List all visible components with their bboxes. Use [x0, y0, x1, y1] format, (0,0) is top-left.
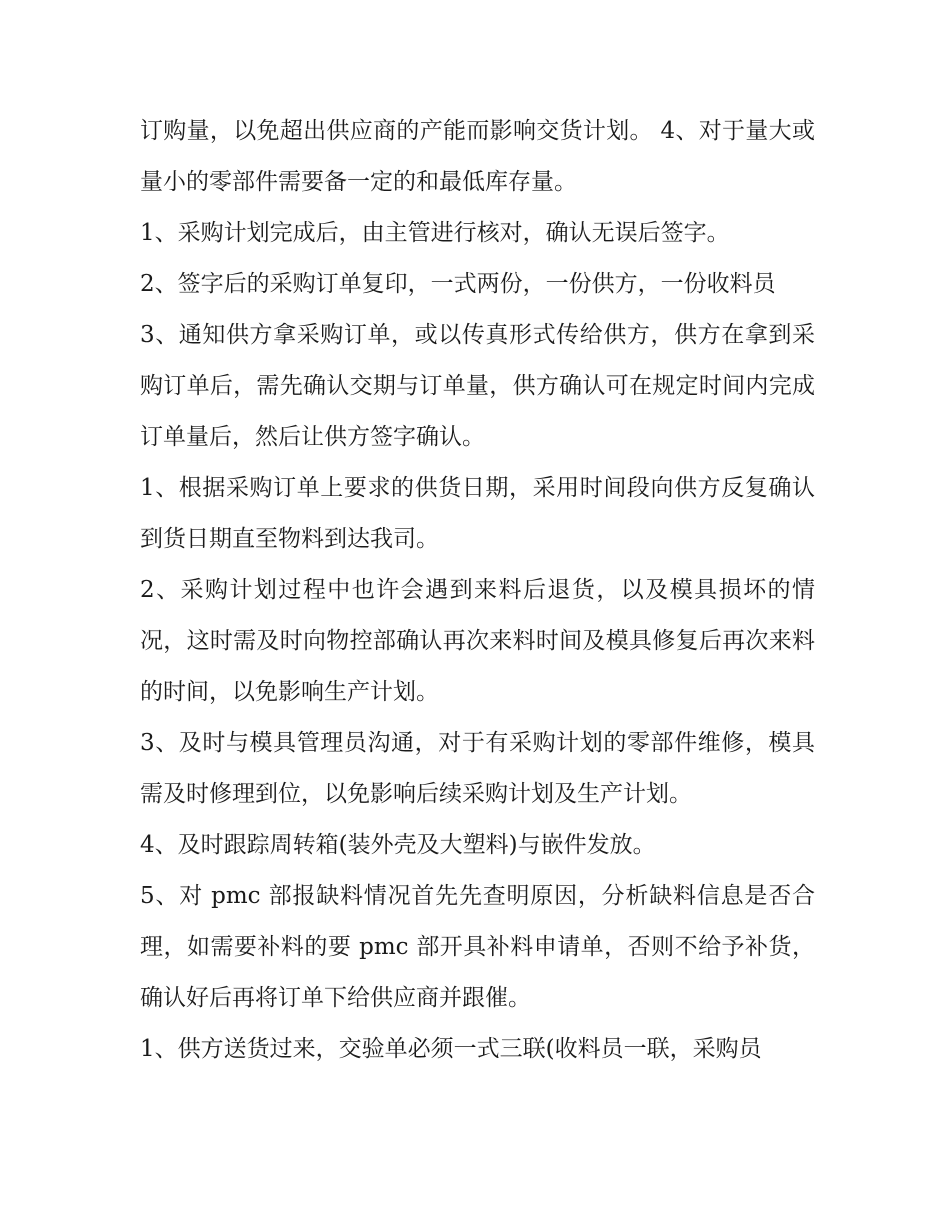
paragraph-7: 3、及时与模具管理员沟通，对于有采购计划的零部件维修，模具需及时修理到位，以免影响后续采购计划及生产计划。: [140, 730, 815, 807]
document-body: [140, 106, 815, 1075]
paragraph-5: 1、根据采购订单上要求的供货日期，采用时间段向供方反复确认到货日期直至物料到达我司。: [140, 475, 815, 552]
paragraph-2: 1、采购计划完成后，由主管进行核对，确认无误后签字。: [140, 220, 730, 246]
paragraph-3: 2、签字后的采购订单复印，一式两份，一份供方，一份收料员: [140, 271, 776, 297]
paragraph-10: 1、供方送货过来，交验单必须一式三联(收料员一联，采购员: [140, 1036, 762, 1062]
paragraph-4: 3、通知供方拿采购订单，或以传真形式传给供方，供方在拿到采购订单后，需先确认交期与订单量，供方确认可在规定时间内完成订单量后，然后让供方签字确认。: [140, 322, 815, 450]
paragraph-1: 订购量，以免超出供应商的产能而影响交货计划。 4、对于量大或量小的零部件需要备一定的和最低库存量。: [140, 118, 815, 195]
paragraph-6: 2、采购计划过程中也许会遇到来料后退货，以及模具损坏的情况，这时需及时向物控部确认再次来料时间及模具修复后再次来料的时间，以免影响生产计划。: [140, 577, 815, 705]
paragraph-8: 4、及时跟踪周转箱(装外壳及大塑料)与嵌件发放。: [140, 832, 656, 858]
paragraph-9: 5、对 pmc 部报缺料情况首先先查明原因，分析缺料信息是否合理，如需要补料的要 pmc 部开具补料申请单，否则不给予补货，确认好后再将订单下给供应商并跟催。: [140, 883, 815, 1011]
